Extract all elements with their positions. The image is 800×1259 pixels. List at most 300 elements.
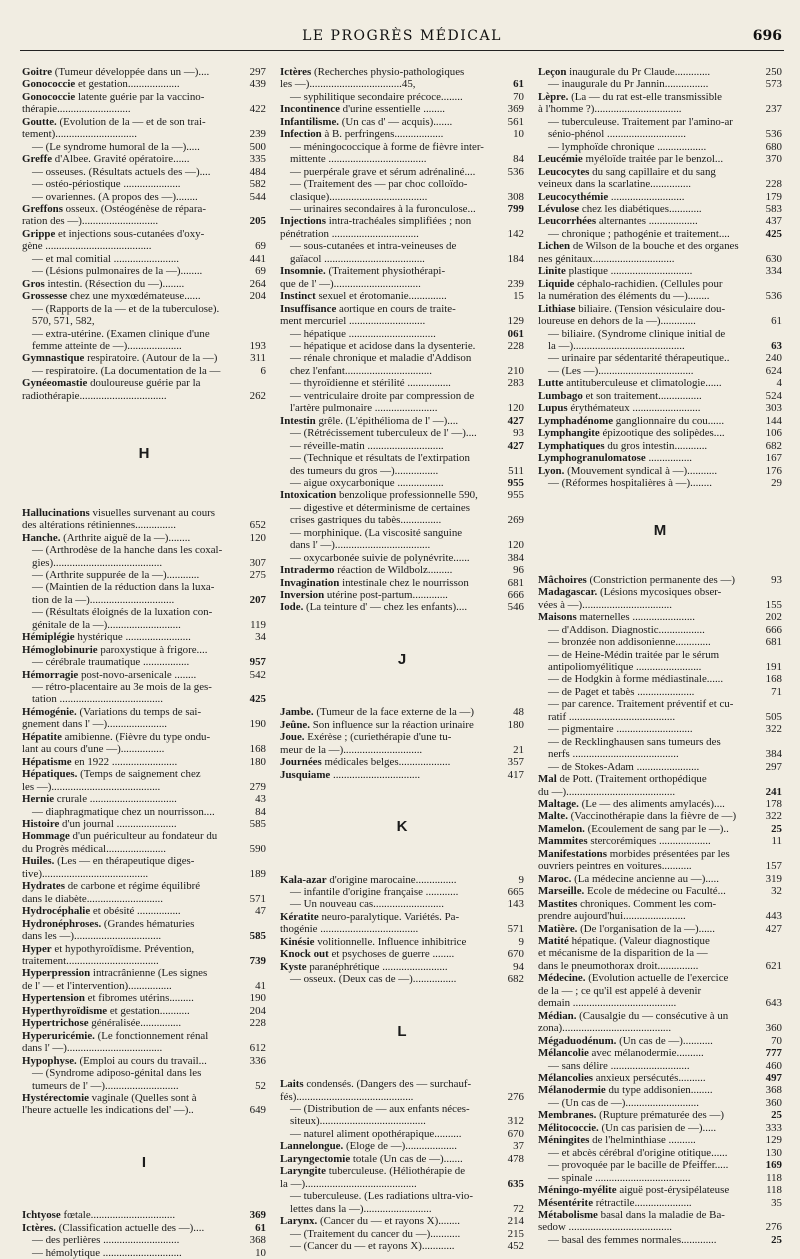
entry-line xyxy=(290,898,498,910)
entry-text: ................................ xyxy=(332,768,421,781)
page-reference: 184 xyxy=(507,252,524,265)
entry-text: intra-trachéales simplifiées ; non xyxy=(328,215,472,228)
entry-keyword: Liquide xyxy=(538,277,575,290)
entry-text: antituberculeuse et climatologie...... xyxy=(566,377,722,390)
index-entry xyxy=(538,810,782,822)
index-entry xyxy=(538,698,782,723)
page-reference: 11 xyxy=(771,835,782,848)
entry-text: — rénale chronique et maladie d'Addison xyxy=(290,352,472,365)
index-entry xyxy=(280,564,524,576)
index-entry xyxy=(538,427,782,439)
entry-text: du gros intestin............ xyxy=(607,439,708,452)
entry-keyword: Grippe xyxy=(22,227,56,240)
entry-keyword: Infantilisme. xyxy=(280,115,339,128)
index-entry xyxy=(538,885,782,897)
entry-keyword: Inversion xyxy=(280,589,325,602)
entry-keyword: Mammites xyxy=(538,835,588,848)
entry-text: — diaphragmatique chez un nourrisson.... xyxy=(32,805,215,818)
page-reference: 357 xyxy=(507,756,524,769)
page-reference: 279 xyxy=(249,780,266,793)
page-reference: 120 xyxy=(507,539,524,552)
page-reference: 297 xyxy=(765,760,782,773)
entry-keyword: Mamelon. xyxy=(538,822,585,835)
entry-text: (Le fonctionnement rénal xyxy=(97,1029,209,1042)
entry-line xyxy=(548,723,756,735)
entry-line xyxy=(32,557,240,569)
entry-text: siteux)....................................... xyxy=(290,1115,426,1128)
entry-text: d'un journal ...................... xyxy=(62,818,177,831)
entry-text: en 1922 ........................ xyxy=(74,755,178,768)
entry-text: chez une myxœdémateuse...... xyxy=(69,290,201,303)
page-reference: 204 xyxy=(249,1004,266,1017)
entry-text: — oxycarbonée suivie de polynévrite...... xyxy=(290,551,470,564)
entry-line xyxy=(22,768,240,780)
entry-line xyxy=(538,960,756,972)
entry-text: épizootique des solipèdes.... xyxy=(602,427,725,440)
entry-line xyxy=(548,624,756,636)
entry-text: — urinaire par sédentarité thérapeutique.. xyxy=(548,352,730,365)
entry-line xyxy=(22,103,240,115)
index-entry xyxy=(538,66,782,78)
index-entry xyxy=(538,365,782,377)
entry-line xyxy=(290,178,498,190)
entry-text: — syphilitique secondaire précoce........ xyxy=(290,90,463,103)
entry-text: — des perlières ............................ xyxy=(32,1234,180,1247)
entry-text: — tuberculeuse. (Les radiations ultra-vio- xyxy=(290,1190,473,1203)
entry-text: — pigmentaire ............................ xyxy=(548,723,693,736)
page-reference: 34 xyxy=(255,631,266,644)
entry-line xyxy=(538,1209,756,1221)
entry-keyword: Malte. xyxy=(538,810,568,823)
entry-keyword: Hystérectomie xyxy=(22,1091,89,1104)
page-reference: 505 xyxy=(765,710,782,723)
entry-text: — (Les —)................................... xyxy=(548,364,694,377)
index-entry xyxy=(538,278,782,303)
entry-keyword: Métabolisme xyxy=(538,1208,598,1221)
page-reference: 670 xyxy=(507,1127,524,1140)
entry-keyword: Intoxication xyxy=(280,489,337,502)
index-entry xyxy=(280,1128,524,1140)
page-reference: 441 xyxy=(249,252,266,265)
index-entry xyxy=(538,586,782,611)
index-entry xyxy=(538,1172,782,1184)
page-reference: 178 xyxy=(765,798,782,811)
entry-keyword: Leucémie xyxy=(538,153,583,166)
entry-keyword: Greffons xyxy=(22,202,63,215)
page-reference: 241 xyxy=(765,785,782,798)
page-reference: 240 xyxy=(765,352,782,365)
entry-line xyxy=(538,885,756,897)
entry-line xyxy=(538,265,756,277)
entry-line xyxy=(538,203,756,215)
page-reference: 262 xyxy=(249,389,266,402)
entry-keyword: Laits xyxy=(280,1078,304,1091)
entry-line xyxy=(22,1042,240,1054)
entry-text: et son traitement................ xyxy=(585,389,702,402)
index-entry xyxy=(280,116,524,128)
index-entry xyxy=(280,303,524,328)
page-reference: 93 xyxy=(513,427,524,440)
entry-text: à l'homme ?)................................ xyxy=(538,103,682,116)
index-entry xyxy=(538,465,782,477)
entry-line xyxy=(548,477,756,489)
page-reference: 582 xyxy=(249,178,266,191)
entry-text: neuro-paralytique. Variétés. Pa- xyxy=(321,910,460,923)
page-reference: 307 xyxy=(249,556,266,569)
entry-line xyxy=(22,1222,240,1234)
entry-text: (Vaccinothérapie dans la fièvre de —) xyxy=(570,810,737,823)
index-entry xyxy=(280,961,524,973)
entry-keyword: Instinct xyxy=(280,290,316,303)
index-entry xyxy=(22,830,266,855)
entry-line xyxy=(32,191,240,203)
entry-text: biliaire. (Tension vésiculaire dou- xyxy=(578,302,726,315)
index-entry xyxy=(22,1030,266,1055)
index-entry xyxy=(538,116,782,141)
entry-keyword: Matière. xyxy=(538,922,578,935)
entry-line xyxy=(548,673,756,685)
entry-line xyxy=(538,315,756,327)
entry-keyword: Marseille. xyxy=(538,885,585,898)
entry-keyword: Hémiplégie xyxy=(22,631,75,644)
index-entry xyxy=(538,1010,782,1035)
entry-line xyxy=(22,669,240,681)
entry-line xyxy=(290,514,498,526)
entry-keyword: Ichtyose xyxy=(22,1209,61,1222)
entry-line xyxy=(538,178,756,190)
entry-keyword: Leucocythémie xyxy=(538,190,609,203)
entry-line xyxy=(22,78,240,90)
entry-keyword: Insomnie. xyxy=(280,265,326,278)
page-reference: 334 xyxy=(765,265,782,278)
page-reference: 193 xyxy=(249,339,266,352)
page-reference: 368 xyxy=(765,1084,782,1097)
journal-title: LE PROGRÈS MÉDICAL xyxy=(302,28,502,44)
index-entry xyxy=(22,377,266,402)
entry-line xyxy=(538,278,756,290)
entry-text: traitement.................................. xyxy=(22,955,159,967)
entry-line xyxy=(22,731,240,743)
page-reference: 308 xyxy=(507,190,524,203)
entry-line xyxy=(538,611,756,623)
index-entry xyxy=(22,1234,266,1246)
page-reference: 250 xyxy=(765,66,782,78)
entry-text: basal dans la maladie de Ba- xyxy=(600,1208,725,1221)
entry-line xyxy=(538,860,756,872)
entry-line xyxy=(290,886,498,898)
entry-text: de la — ; ce qu'il est appelé à devenir xyxy=(538,984,702,997)
entry-line xyxy=(538,599,756,611)
entry-text: — (Arthrite suppurée de la —)............ xyxy=(32,568,200,581)
entry-text: du Progrès médical...................... xyxy=(22,842,166,855)
index-entry xyxy=(538,153,782,165)
index-entry xyxy=(538,649,782,674)
index-entry xyxy=(22,806,266,818)
entry-keyword: Huiles. xyxy=(22,855,55,868)
index-entry xyxy=(538,203,782,215)
page-reference: 84 xyxy=(513,153,524,166)
entry-text: — (Résultats éloignés de la luxation con- xyxy=(32,606,213,619)
entry-text: — Un nouveau cas.......................... xyxy=(290,898,444,911)
entry-text: (Tumeur de la face externe de la —) xyxy=(316,706,475,719)
index-entry xyxy=(280,1103,524,1128)
entry-keyword: Hernie xyxy=(22,793,55,806)
page-reference: 43 xyxy=(255,793,266,806)
page-reference: 573 xyxy=(765,78,782,91)
page-reference: 61 xyxy=(771,315,782,328)
entry-line xyxy=(32,1234,240,1246)
entry-line xyxy=(538,377,756,389)
entry-text: ........................... xyxy=(610,190,685,203)
entry-line xyxy=(548,661,756,673)
entry-text: zona)........................................ xyxy=(538,1022,672,1035)
page-reference: 119 xyxy=(250,618,266,631)
entry-text: — (Réformes hospitalières à —)........ xyxy=(548,476,712,489)
index-entry xyxy=(280,203,524,215)
index-entry xyxy=(22,253,266,265)
page-reference: 239 xyxy=(249,128,266,141)
entry-line xyxy=(280,1153,498,1165)
entry-line xyxy=(280,116,498,128)
index-entry xyxy=(280,898,524,910)
entry-line xyxy=(32,1080,240,1092)
index-entry xyxy=(538,1234,782,1246)
index-entry xyxy=(538,1084,782,1096)
index-entry xyxy=(280,1228,524,1240)
page-reference: 144 xyxy=(765,414,782,427)
entry-keyword: Matité xyxy=(538,935,569,947)
entry-text: de l' — et l'intervention)................ xyxy=(22,979,172,992)
entry-text: — tuberculeuse. Traitement par l'amino-ar xyxy=(548,115,733,128)
entry-line xyxy=(548,761,756,773)
entry-line xyxy=(290,477,498,489)
entry-keyword: Kératite xyxy=(280,910,319,923)
entry-text: — de Recklinghausen sans tumeurs des xyxy=(548,735,721,748)
entry-text: — (Distribution de — aux enfants néces- xyxy=(290,1103,470,1115)
entry-line xyxy=(32,253,240,265)
entry-keyword: Mélancolie xyxy=(538,1047,589,1060)
entry-keyword: Hyperthyroïdisme xyxy=(22,1004,108,1017)
entry-text: myéloïde traitée par le benzol... xyxy=(585,153,724,166)
entry-line xyxy=(538,91,756,103)
entry-line xyxy=(32,141,240,153)
page-reference: 384 xyxy=(765,748,782,761)
entry-text: la —)......................................... xyxy=(280,1177,417,1190)
page-reference: 130 xyxy=(765,1146,782,1159)
entry-text: — de Stokes-Adam ....................... xyxy=(548,760,700,773)
page-reference: 72 xyxy=(513,1202,524,1215)
entry-text: — digestive et déterminisme de certaines xyxy=(290,501,470,514)
entry-text: — inaugurale du Pr Jannin................ xyxy=(548,78,709,91)
entry-text: ment mercuriel ............................ xyxy=(280,315,426,328)
entry-text: dans l' —)................................... xyxy=(290,539,431,552)
entry-text: aortique en cours de traite- xyxy=(339,302,456,315)
page-reference: 536 xyxy=(507,165,524,178)
entry-line xyxy=(538,1072,756,1084)
index-entry xyxy=(22,1055,266,1067)
page-reference: 544 xyxy=(249,190,266,203)
page-reference: 384 xyxy=(507,551,524,564)
entry-line xyxy=(290,973,498,985)
page-reference: 681 xyxy=(507,576,524,589)
page-reference: 322 xyxy=(765,723,782,736)
entry-line xyxy=(280,769,498,781)
entry-text: tuberculeuse. (Héliothérapie de xyxy=(328,1165,466,1178)
entry-line xyxy=(538,1035,756,1047)
index-entry xyxy=(538,723,782,735)
page-reference: 52 xyxy=(255,1079,266,1092)
page-reference: 484 xyxy=(249,165,266,178)
entry-line xyxy=(32,166,240,178)
entry-keyword: Gynéeomastie xyxy=(22,377,88,390)
entry-keyword: Iode. xyxy=(280,601,304,614)
entry-text: — et mal comitial ........................ xyxy=(32,252,180,265)
entry-keyword: Lymphatiques xyxy=(538,439,605,452)
entry-line xyxy=(290,390,498,402)
entry-text: et obésité ................ xyxy=(92,905,181,918)
index-entry xyxy=(538,191,782,203)
page-reference: 269 xyxy=(507,514,524,527)
entry-text: — ostéo-périostique ..................... xyxy=(32,178,181,191)
page-reference: 624 xyxy=(765,364,782,377)
page-reference: 546 xyxy=(507,601,524,614)
entry-text: — (Traitement des — par choc colloïdo- xyxy=(290,178,468,191)
entry-line xyxy=(538,786,756,798)
entry-text: ratif ....................................... xyxy=(548,710,676,723)
entry-keyword: Hypophyse. xyxy=(22,1054,77,1067)
entry-text: du type addisonien........ xyxy=(608,1084,713,1097)
entry-line xyxy=(538,1010,756,1022)
entry-line xyxy=(280,489,498,501)
entry-text: (Tumeur développée dans un —).... xyxy=(54,66,210,78)
page-reference: 169 xyxy=(765,1159,782,1172)
entry-keyword: Lèpre. xyxy=(538,90,569,103)
index-entry xyxy=(22,918,266,943)
entry-text: d'urine essentielle ........ xyxy=(342,103,446,116)
entry-keyword: Hydrocéphalie xyxy=(22,905,91,918)
index-entry xyxy=(22,1092,266,1117)
page-reference: 360 xyxy=(765,1022,782,1035)
entry-text: — (Un cas de —)........................... xyxy=(548,1096,699,1109)
page-reference: 47 xyxy=(255,905,266,918)
entry-text: — ovariennes. (A propos des —)........ xyxy=(32,190,198,203)
entry-line xyxy=(538,240,756,252)
section-letter: I xyxy=(141,1153,147,1171)
index-entry xyxy=(538,1072,782,1084)
index-entry xyxy=(280,91,524,103)
entry-text: — cérébrale traumatique ................. xyxy=(32,656,190,669)
index-entry xyxy=(22,1209,266,1221)
entry-line xyxy=(22,943,240,955)
entry-line xyxy=(22,756,240,768)
page-reference: 955 xyxy=(507,489,524,502)
page-reference: 425 xyxy=(765,227,782,240)
entry-line xyxy=(548,352,756,364)
index-entry xyxy=(280,601,524,613)
entry-line xyxy=(548,711,756,723)
index-entry xyxy=(280,731,524,756)
entry-text: et mécanisme de la disparition de la — xyxy=(538,947,708,960)
page-reference: 561 xyxy=(507,115,524,128)
page-reference: 191 xyxy=(765,661,782,674)
entry-keyword: Maltage. xyxy=(538,798,579,811)
entry-keyword: Intestin xyxy=(280,414,316,427)
entry-line xyxy=(32,303,240,315)
entry-text: amibienne. (Fièvre du type ondu- xyxy=(64,730,211,743)
entry-line xyxy=(22,644,240,656)
entry-line xyxy=(290,1115,498,1127)
entry-keyword: Madagascar. xyxy=(538,586,598,599)
entry-line xyxy=(22,843,240,855)
entry-line xyxy=(538,835,756,847)
entry-line xyxy=(22,1005,240,1017)
entry-line xyxy=(280,731,498,743)
page-reference: 957 xyxy=(249,656,266,669)
entry-keyword: Membranes. xyxy=(538,1109,597,1122)
entry-text: — extra-utérine. (Examen clinique d'une xyxy=(32,327,210,340)
entry-line xyxy=(32,365,240,377)
entry-text: (La — du rat est-elle transmissible xyxy=(571,90,723,103)
entry-text: dans le pneumothorax droit............... xyxy=(538,959,699,972)
page-reference: 612 xyxy=(249,1042,266,1055)
entry-text: (Classification actuelle des —).... xyxy=(58,1221,205,1234)
entry-line xyxy=(290,365,498,377)
entry-text: pénétration ................................ xyxy=(280,227,419,240)
page-reference: 6 xyxy=(260,364,266,377)
entry-line xyxy=(538,898,756,910)
entry-keyword: Leçon xyxy=(538,66,567,78)
page-reference: 118 xyxy=(766,1171,782,1184)
entry-text: l'artère pulmonaire ....................... xyxy=(290,402,438,415)
entry-text: ration des —)............................ xyxy=(22,215,159,228)
page-reference: 129 xyxy=(507,315,524,328)
entry-keyword: Lymphadénome xyxy=(538,414,614,427)
page-reference: 190 xyxy=(249,718,266,731)
entry-line xyxy=(538,1221,756,1233)
entry-line xyxy=(290,1228,498,1240)
entry-keyword: Hépatite xyxy=(22,730,62,743)
entry-line xyxy=(280,78,498,90)
entry-keyword: Mâchoires xyxy=(538,573,587,586)
entry-text: des tumeurs du gros —)................ xyxy=(290,464,439,477)
page-reference: 94 xyxy=(513,960,524,973)
entry-text: gaïacol ..................................... xyxy=(290,252,425,265)
entry-text: visuelles survenant au cours xyxy=(92,506,216,519)
entry-line xyxy=(32,581,240,593)
page-reference: 237 xyxy=(765,103,782,116)
page-reference: 497 xyxy=(765,1071,782,1084)
entry-text: — (Maintien de la réduction dans la luxa- xyxy=(32,581,215,594)
entry-line xyxy=(290,141,498,153)
entry-text: — (Cancer du — et rayons X)............ xyxy=(290,1239,455,1252)
entry-text: aiguë post-érysipélateuse xyxy=(619,1184,730,1197)
entry-line xyxy=(538,823,756,835)
page-reference: 777 xyxy=(765,1047,782,1060)
entry-text: (Recherches physio-pathologiques xyxy=(313,66,465,78)
page-reference: 239 xyxy=(507,277,524,290)
page-reference: 25 xyxy=(771,822,782,835)
index-entry xyxy=(280,769,524,781)
entry-text: — (Lésions pulmonaires de la —)........ xyxy=(32,265,203,278)
entry-keyword: Kyste xyxy=(280,960,307,973)
page-reference: 70 xyxy=(513,90,524,103)
entry-line xyxy=(22,228,240,240)
index-entry xyxy=(22,756,266,768)
index-entry xyxy=(538,166,782,191)
page-reference: 368 xyxy=(249,1234,266,1247)
entry-keyword: Mélanodermie xyxy=(538,1084,606,1097)
page-reference: 120 xyxy=(249,531,266,544)
